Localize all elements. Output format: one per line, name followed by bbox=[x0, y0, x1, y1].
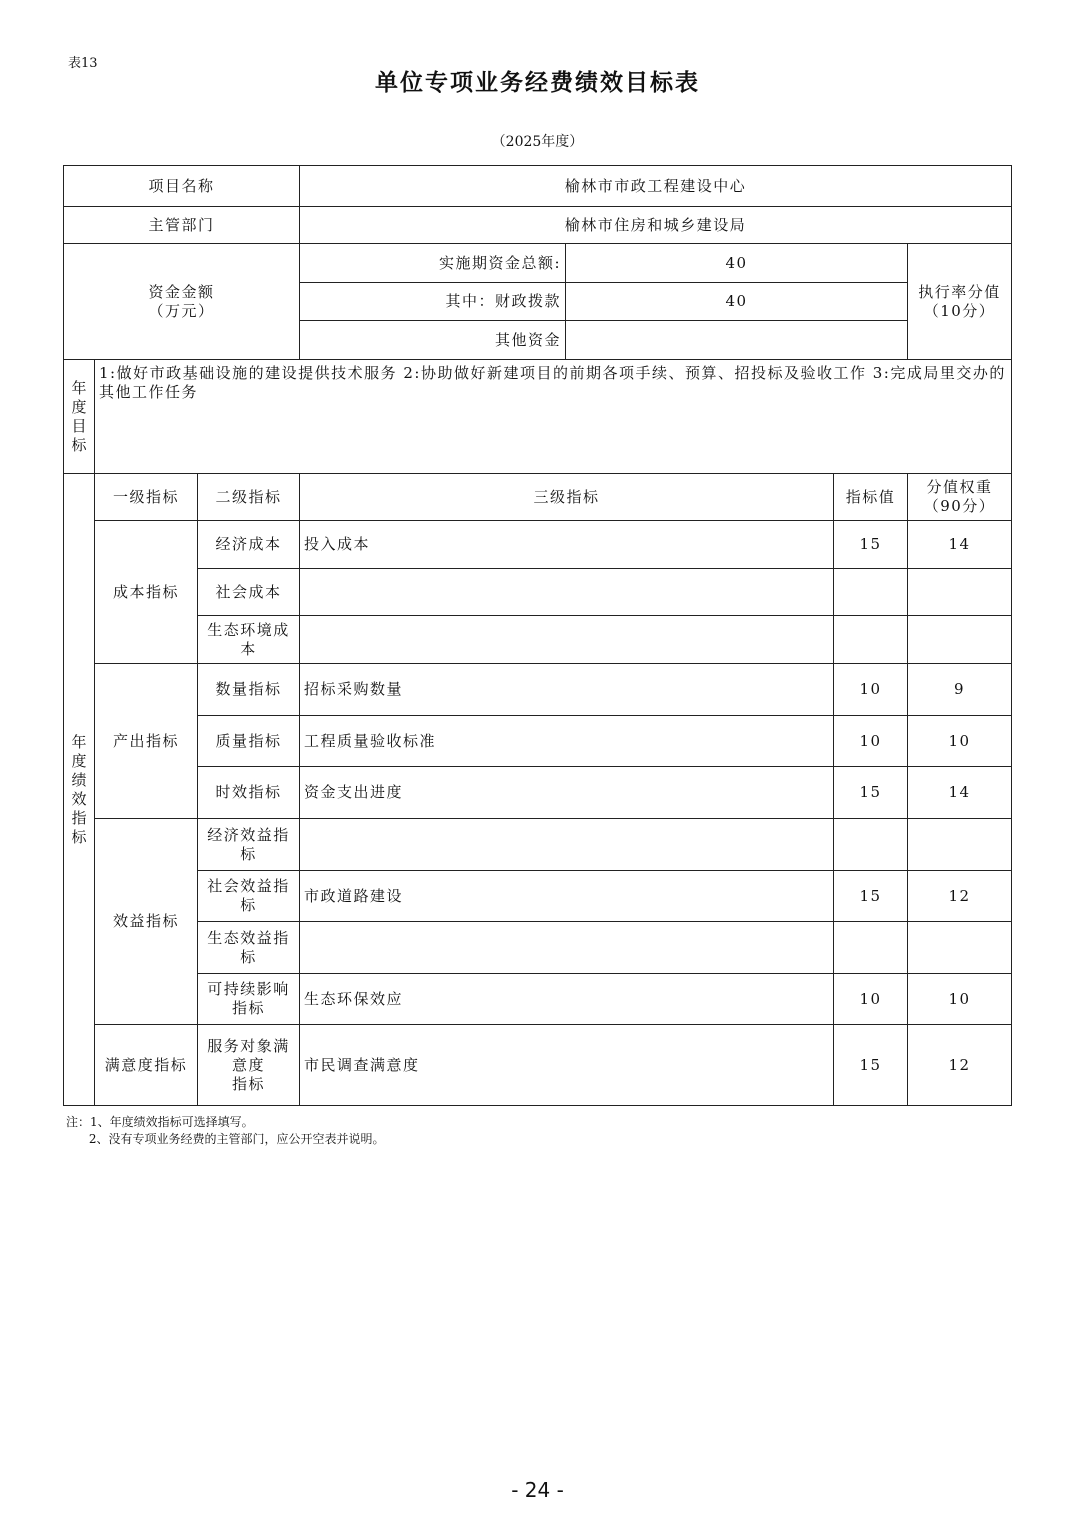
table-row bbox=[64, 664, 1012, 716]
level2-cell: 服务对象满意度 指标 bbox=[198, 1025, 300, 1106]
header-weight: 分值权重 （90分） bbox=[908, 474, 1012, 521]
header-value: 指标值 bbox=[834, 474, 908, 521]
indicator-value-cell bbox=[834, 616, 908, 664]
level3-cell: 市民调查满意度 bbox=[300, 1025, 834, 1106]
level2-cell: 经济成本 bbox=[198, 521, 300, 569]
table-row bbox=[64, 616, 1012, 664]
funds-amount-label: 资金金额 （万元） bbox=[64, 244, 300, 360]
weight-cell: 9 bbox=[908, 664, 1012, 716]
indicator-value-cell: 15 bbox=[834, 871, 908, 922]
funds-total-row bbox=[64, 244, 1012, 283]
weight-cell: 14 bbox=[908, 521, 1012, 569]
department-label: 主管部门 bbox=[64, 207, 300, 244]
funds-fiscal-label: 其中：财政拨款 bbox=[300, 283, 566, 321]
indicator-value-cell: 15 bbox=[834, 767, 908, 819]
table-row bbox=[64, 767, 1012, 819]
annual-indicators-label: 年度绩效指标 bbox=[64, 474, 95, 1106]
funds-total-label: 实施期资金总额: bbox=[300, 244, 566, 283]
header-level2: 二级指标 bbox=[198, 474, 300, 521]
level2-cell: 社会成本 bbox=[198, 569, 300, 616]
level3-cell: 招标采购数量 bbox=[300, 664, 834, 716]
funds-other-label: 其他资金 bbox=[300, 321, 566, 360]
level2-cell: 经济效益指标 bbox=[198, 819, 300, 871]
department-row bbox=[64, 207, 1012, 244]
level3-cell bbox=[300, 569, 834, 616]
indicator-value-cell bbox=[834, 819, 908, 871]
weight-cell: 10 bbox=[908, 974, 1012, 1025]
indicator-value-cell: 15 bbox=[834, 1025, 908, 1106]
level1-cell: 成本指标 bbox=[95, 521, 198, 664]
table-row bbox=[64, 974, 1012, 1025]
table-row bbox=[64, 819, 1012, 871]
performance-target-table bbox=[63, 165, 1012, 1106]
table-row bbox=[64, 521, 1012, 569]
header-level1: 一级指标 bbox=[95, 474, 198, 521]
annual-goal-text: 1:做好市政基础设施的建设提供技术服务 2:协助做好新建项目的前期各项手续、预算、招投标及验收工作 3:完成局里交办的其他工作任务 bbox=[95, 360, 1012, 474]
indicator-value-cell: 10 bbox=[834, 974, 908, 1025]
weight-cell bbox=[908, 922, 1012, 974]
table-number: 表13 bbox=[68, 56, 98, 71]
weight-cell: 12 bbox=[908, 1025, 1012, 1106]
level2-cell: 社会效益指标 bbox=[198, 871, 300, 922]
fiscal-year: （2025年度） bbox=[491, 134, 584, 150]
level2-cell: 可持续影响指标 bbox=[198, 974, 300, 1025]
level3-cell: 资金支出进度 bbox=[300, 767, 834, 819]
level3-cell bbox=[300, 616, 834, 664]
document-title: 单位专项业务经费绩效目标表 bbox=[375, 70, 700, 96]
level3-cell: 生态环保效应 bbox=[300, 974, 834, 1025]
weight-cell bbox=[908, 616, 1012, 664]
weight-cell: 10 bbox=[908, 716, 1012, 767]
level1-cell: 满意度指标 bbox=[95, 1025, 198, 1106]
indicator-value-cell bbox=[834, 569, 908, 616]
level3-cell: 投入成本 bbox=[300, 521, 834, 569]
project-name-value: 榆林市市政工程建设中心 bbox=[300, 166, 1012, 207]
indicator-value-cell: 10 bbox=[834, 716, 908, 767]
level2-cell: 生态效益指标 bbox=[198, 922, 300, 974]
level1-cell: 产出指标 bbox=[95, 664, 198, 819]
funds-fiscal-value: 40 bbox=[566, 283, 908, 321]
project-name-label: 项目名称 bbox=[64, 166, 300, 207]
level3-cell: 市政道路建设 bbox=[300, 871, 834, 922]
level2-cell: 生态环境成本 bbox=[198, 616, 300, 664]
table-row bbox=[64, 922, 1012, 974]
annual-goal-label: 年度目标 bbox=[64, 360, 95, 474]
weight-cell bbox=[908, 569, 1012, 616]
table-row bbox=[64, 1025, 1012, 1106]
indicator-header-row bbox=[64, 474, 1012, 521]
level1-cell: 效益指标 bbox=[95, 819, 198, 1025]
annual-goal-row bbox=[64, 360, 1012, 474]
execution-rate-label: 执行率分值 （10分） bbox=[908, 244, 1012, 360]
indicator-value-cell bbox=[834, 922, 908, 974]
indicator-value-cell: 10 bbox=[834, 664, 908, 716]
footnotes: 注：1、年度绩效指标可选择填写。 2、没有专项业务经费的主管部门，应公开空表并说明。 bbox=[66, 1115, 385, 1146]
weight-cell: 12 bbox=[908, 871, 1012, 922]
level2-cell: 数量指标 bbox=[198, 664, 300, 716]
header-level3: 三级指标 bbox=[300, 474, 834, 521]
level3-cell: 工程质量验收标准 bbox=[300, 716, 834, 767]
funds-other-value bbox=[566, 321, 908, 360]
funds-total-value: 40 bbox=[566, 244, 908, 283]
level2-cell: 质量指标 bbox=[198, 716, 300, 767]
weight-cell bbox=[908, 819, 1012, 871]
indicator-value-cell: 15 bbox=[834, 521, 908, 569]
page-number: - 24 - bbox=[511, 1478, 564, 1502]
project-name-row bbox=[64, 166, 1012, 207]
level3-cell bbox=[300, 922, 834, 974]
weight-cell: 14 bbox=[908, 767, 1012, 819]
table-row bbox=[64, 716, 1012, 767]
level2-cell: 时效指标 bbox=[198, 767, 300, 819]
table-row bbox=[64, 871, 1012, 922]
level3-cell bbox=[300, 819, 834, 871]
department-value: 榆林市住房和城乡建设局 bbox=[300, 207, 1012, 244]
table-row bbox=[64, 569, 1012, 616]
